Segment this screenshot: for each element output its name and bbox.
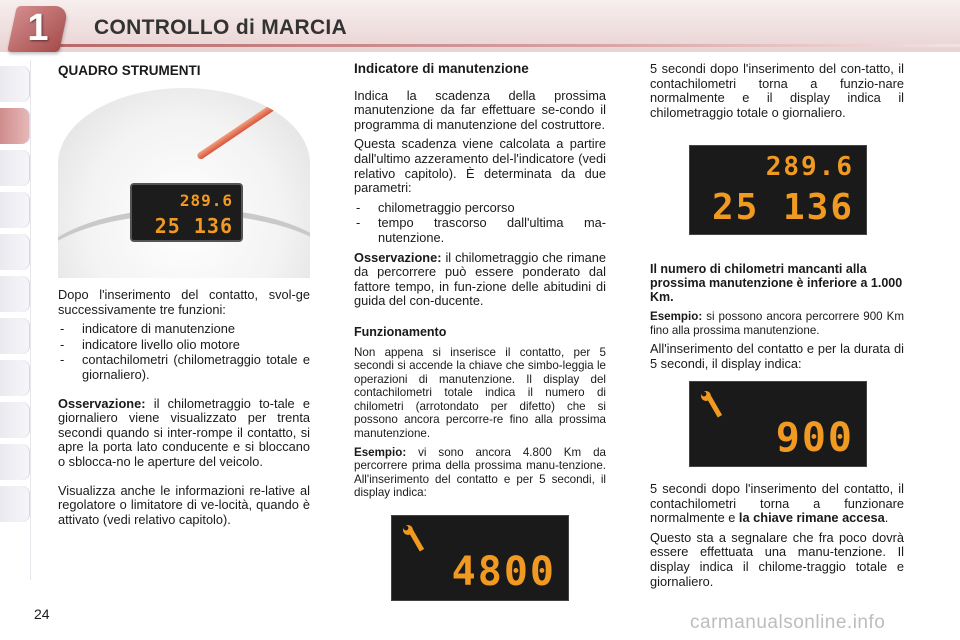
paragraph-text: 5 secondi dopo l'inserimento del contatto, il contachilometri torna a funzionare normalmente e [650,481,904,526]
header-rule [60,44,960,47]
list-item: - indicatore livello olio motore [58,338,310,353]
section-heading: Indicatore di manutenzione [354,61,529,76]
lcd-trip-reading: 289.6 [765,152,854,182]
chapter-tab[interactable] [0,318,30,354]
column-2 [354,62,606,505]
paragraph-end: . [884,510,889,526]
page-number: 24 [34,606,50,622]
note-label: Osservazione: [58,395,146,411]
chapter-tab[interactable] [0,276,30,312]
emphasis-text: la chiave rimane accesa [738,510,885,526]
wrench-icon [402,524,428,552]
page-title: CONTROLLO di MARCIA [94,16,348,39]
lcd-display-900 [689,381,867,467]
paragraph: Questo sta a segnalare che fra poco dovrà essere effettuata una manu-tenzione. Il display indica il chilome-traggio totale e giornaliero. [650,529,904,589]
parameter-list [354,201,606,246]
lcd-display-odometer [689,145,867,235]
chapter-tab[interactable] [0,402,30,438]
note-text: il chilometraggio che rimane da percorrere può essere ponderato dal fattore tempo, in fun-zione delle abitudini di guida del con-ducente. [354,249,606,309]
example-text: vi sono ancora 4.800 Km da percorrere prima della prossima manu-tenzione. All'inserimento del contatto e per 5 secondi, il display indica: [354,445,606,500]
instrument-cluster-image [58,88,310,278]
paragraph: Visualizza anche le informazioni re-lative al regolatore o limitatore di ve-locità, quando è attivato (vedi relativo capitolo). [58,482,310,527]
chapter-tab[interactable] [0,234,30,270]
column-3-text [650,262,904,376]
lcd-reading: 900 [775,415,854,461]
intro-text: Dopo l'inserimento del contatto, svol-ge successivamente tre funzioni: [58,287,310,317]
list-item: - tempo trascorso dall'ultima ma-nutenzione. [354,216,606,245]
chapter-tab[interactable] [0,486,30,522]
note-label: Osservazione: [354,249,442,265]
column-3 [650,62,904,125]
list-item: - chilometraggio percorso [354,201,606,216]
chapter-tabs [0,66,30,528]
example-paragraph [650,310,904,337]
list-item: - indicatore di manutenzione [58,322,310,337]
paragraph: Indica la scadenza della prossima manutenzione da far effettuare se-condo il programma di manutenzione del costruttore. [354,87,606,132]
lcd-total-reading: 25 136 [711,187,854,228]
cluster-lcd [130,183,243,242]
example-paragraph [354,446,606,500]
list-item: - contachilometri (chilometraggio totale e giornaliero). [58,353,310,382]
paragraph: All'inserimento del contatto e per la durata di 5 secondi, il display indica: [650,341,904,371]
lcd-display-4800 [391,515,569,601]
lcd-reading: 4800 [451,549,556,595]
chapter-tab[interactable] [0,150,30,186]
note-paragraph [58,397,310,470]
note-text: il chilometraggio to-tale e giornaliero viene visualizzato per trenta secondi quando si inter-rompe il contatto, si apre la porta lato conducente e si bloccano o sblocca-no le aperture del veicolo. [58,395,310,469]
column-3-bottom [650,482,904,594]
chapter-tab[interactable] [0,444,30,480]
note-paragraph [354,251,606,309]
example-text: si possono ancora percorrere 900 Km fino alla prossima manutenzione. [650,310,904,337]
cluster-total-reading: 25 136 [154,214,233,238]
chapter-tab[interactable] [0,66,30,102]
chapter-tab[interactable] [0,360,30,396]
function-list [58,322,310,382]
chapter-tab-active[interactable] [0,108,30,144]
column-1-text [58,288,310,532]
example-label: Esempio: [650,310,703,323]
chapter-number: 1 [27,7,49,49]
margin-line [30,60,31,580]
paragraph: Questa scadenza viene calcolata a partire dall'ultimo azzeramento del-l'indicatore (vedi relativo capitolo). È determinata da due parametri: [354,136,606,196]
sub-heading: Funzionamento [354,324,447,339]
paragraph: Non appena si inserisce il contatto, per 5 secondi si accende la chiave che simbo-leggia le operazioni di manutenzione. Il display del contachilometri totale indica il numero di chilometri (arrotondato per difetto) che si possono ancora percorre-re fino alla prossima manutenzione. [354,345,606,441]
column-1 [58,64,310,79]
cluster-trip-reading: 289.6 [179,191,233,210]
chapter-tab[interactable] [0,192,30,228]
wrench-icon [700,390,726,418]
example-label: Esempio: [354,445,407,459]
paragraph: 5 secondi dopo l'inserimento del con-tatto, il contachilometri torna a funzio-nare normalmente e il display indica il chilometraggio totale o giornaliero. [650,61,904,120]
paragraph [650,482,904,526]
sub-heading: Il numero di chilometri mancanti alla prossima manutenzione è inferiore a 1.000 Km. [650,262,903,304]
watermark: carmanualsonline.info [690,612,886,633]
gauge-needle [196,88,310,160]
section-heading: QUADRO STRUMENTI [58,63,201,78]
